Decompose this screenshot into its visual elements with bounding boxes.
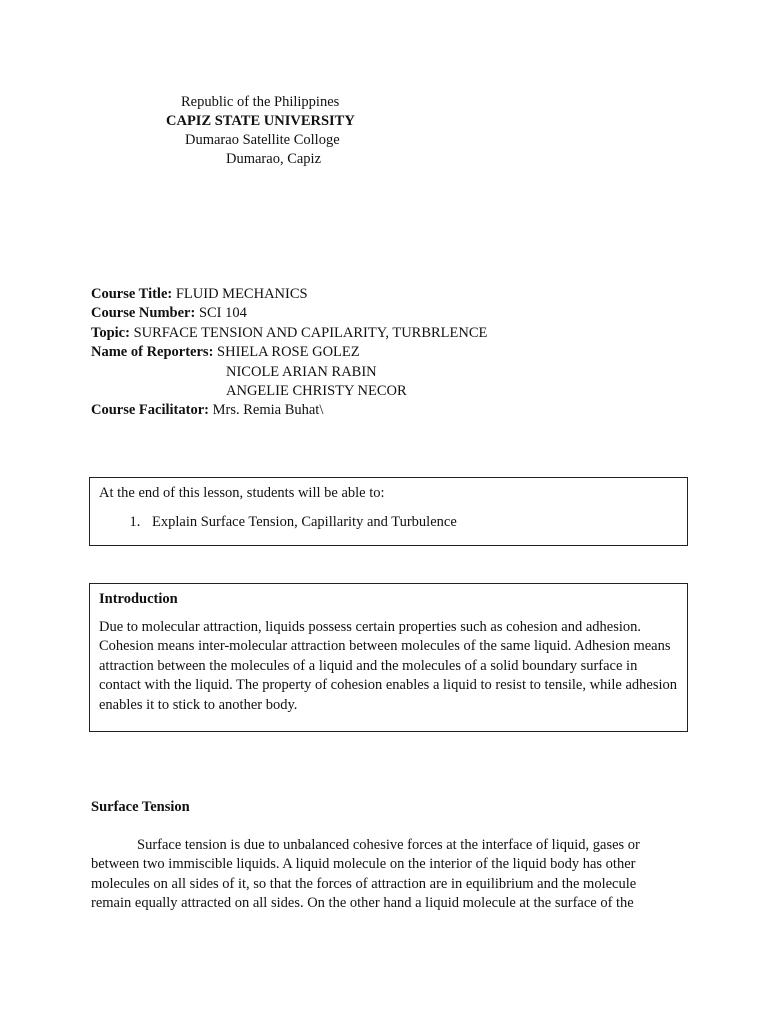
introduction-box [89, 583, 688, 732]
topic-value: SURFACE TENSION AND CAPILARITY, TURBRLENCE [133, 324, 488, 341]
header-country: Republic of the Philippines [181, 94, 340, 110]
reporters-row [91, 363, 731, 382]
facilitator-row [91, 401, 731, 420]
reporters-label: Name of Reporters: [91, 344, 214, 361]
objectives-box [89, 477, 688, 546]
introduction-text: Due to molecular attraction, liquids possess certain properties such as cohesion and adhesion. Cohesion means inter-molecular attraction between molecules of the same liquid. Adhesion means attraction between the molecules of a liquid and the molecules of a solid boundary surface in contact with the liquid. The property of cohesion enables a liquid to resist to tensile, while adhesion enables it to stick to another body. [99, 619, 677, 713]
facilitator-value: Mrs. Remia Buhat\ [212, 402, 324, 419]
course-title-label: Course Title: [91, 286, 173, 302]
surface-tension-paragraph: Surface tension is due to unbalanced cohesive forces at the interface of liquid, gases or between two immiscible liquids. A liquid molecule on the interior of the liquid body has other molecules on all sides of it, so that the forces of attraction are in equilibrium and the molecule remain equally attracted on all sides. On the other hand a liquid molecule at the surface of the [91, 837, 640, 912]
topic-label: Topic: [91, 324, 130, 341]
course-title-row [91, 285, 731, 304]
surface-tension-heading: Surface Tension [91, 799, 190, 815]
objectives-lead: At the end of this lesson, students will be able to: [99, 485, 385, 501]
course-number-value: SCI 104 [198, 305, 247, 322]
header-location: Dumarao, Capiz [226, 151, 322, 167]
header-college: Dumarao Satellite Colloge [185, 132, 340, 148]
reporters-row [91, 382, 731, 401]
topic-row [91, 324, 731, 343]
header-university: CAPIZ STATE UNIVERSITY [166, 113, 355, 129]
objectives-list [99, 513, 678, 532]
facilitator-label: Course Facilitator: [91, 402, 209, 419]
objective-item: 1. Explain Surface Tension, Capillarity and Turbulence [144, 513, 678, 532]
course-title-value: FLUID MECHANICS [175, 286, 308, 302]
introduction-title: Introduction [99, 591, 178, 607]
course-number-label: Course Number: [91, 305, 196, 322]
course-number-row [91, 304, 731, 323]
reporter-name: ANGELIE CHRISTY NECOR [226, 382, 407, 399]
reporter-name: NICOLE ARIAN RABIN [226, 363, 377, 380]
reporters-row [91, 343, 731, 362]
reporter-name: SHIELA ROSE GOLEZ [217, 344, 360, 361]
course-info [91, 285, 731, 421]
